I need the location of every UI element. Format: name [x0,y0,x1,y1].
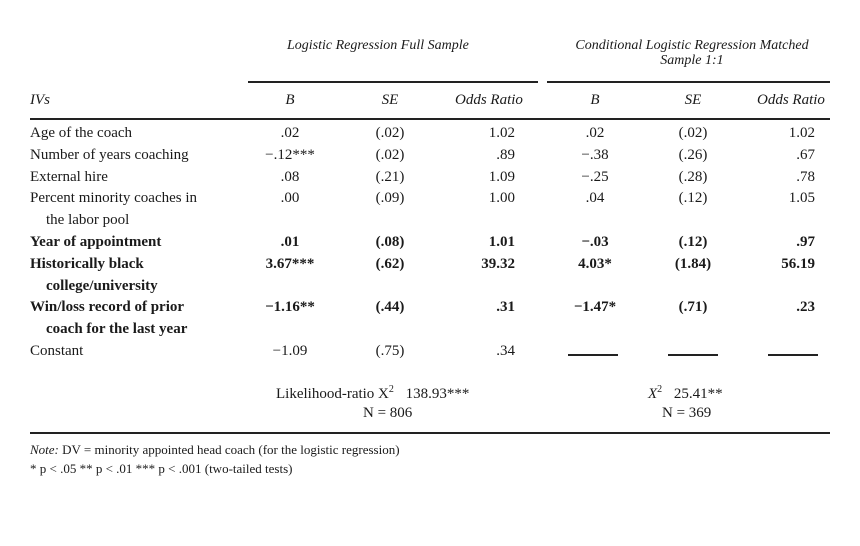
cell-b2: −.38 [581,146,609,163]
cell-b1: .00 [280,190,300,207]
col-header-or2: Odds Ratio [757,92,825,108]
row-label: Constant [30,343,84,359]
cell-b2: −1.47* [573,299,617,316]
note-line [30,442,400,458]
cell-or1: 39.32 [481,255,515,272]
cell-se1: (.02) [375,125,405,141]
col-header-se1: SE [381,92,399,108]
empty-cell-dash [768,354,818,356]
col-header-b2: B [590,92,600,108]
row-label: college/university [46,277,158,294]
cell-se1: (.21) [375,168,405,185]
row-label: External hire [30,168,108,185]
empty-cell-dash [668,354,718,356]
cell-or2: .23 [796,299,815,316]
cell-se1: (.09) [375,190,405,207]
cell-se2: (.28) [678,168,708,185]
cell-or1: 1.02 [488,125,515,141]
cell-b1: .01 [280,234,300,250]
cell-se1: (.62) [375,255,405,272]
col-header-se2: SE [684,92,702,108]
cell-b2: .02 [585,125,605,141]
cell-se1: (.02) [375,146,405,163]
row-label: Percent minority coaches in [30,190,198,207]
cell-se1: (.08) [375,234,405,250]
cell-or1: .31 [496,299,515,316]
fit-matched [648,384,723,403]
group-header-full: Logistic Regression Full Sample [287,38,469,53]
cell-b1: −1.09 [272,343,308,359]
note-label: Note: [30,442,59,457]
cell-b1: −1.16** [265,299,315,316]
cell-or2: 56.19 [781,255,815,272]
cell-or1: .89 [496,146,515,163]
fit-matched-sup: 2 [657,384,663,395]
row-label: Historically black [30,255,144,272]
cell-or2: .67 [796,146,815,163]
fit-matched-value: 25.41** [673,386,723,402]
fit-full-sup: 2 [388,384,394,395]
cell-or1: .34 [496,343,515,359]
cell-b2: .04 [585,190,605,207]
row-label: coach for the last year [46,321,188,338]
cell-b1: .08 [280,168,300,185]
cell-or1: 1.01 [488,234,515,250]
cell-b1: 3.67*** [265,255,315,272]
cell-se2: (.12) [678,234,708,250]
cell-b2: −.25 [581,168,609,185]
cell-or2: 1.05 [788,190,815,207]
cell-se2: (1.84) [674,255,712,272]
cell-b1: .02 [280,125,300,141]
fit-full-n: N = 806 [363,405,413,421]
group-header-matched-line2: Sample 1:1 [660,53,724,68]
row-label: Year of appointment [30,234,162,250]
cell-se2: (.71) [678,299,708,316]
fit-matched-label: X [648,386,658,402]
cell-se2: (.12) [678,190,708,207]
group-header-matched [552,38,832,69]
group-rule-full [248,81,538,83]
row-label: the labor pool [46,212,130,229]
cell-se2: (.02) [678,125,708,141]
cell-or2: 1.02 [788,125,815,141]
cell-or2: .78 [796,168,815,185]
cell-or1: 1.00 [488,190,515,207]
group-header-matched-line1: Conditional Logistic Regression Matched [575,38,809,53]
col-header-or1: Odds Ratio [455,92,523,108]
significance-note: * p < .05 ** p < .01 *** p < .001 (two-tailed tests) [30,461,293,476]
cell-b2: 4.03* [578,255,612,272]
fit-full-label: Likelihood-ratio X [276,386,389,402]
fit-full-value: 138.93*** [405,386,470,402]
col-header-b1: B [285,92,295,108]
cell-se1: (.75) [375,343,405,359]
header-rule [30,118,830,120]
col-header-ivs: IVs [30,92,50,108]
note-text: DV = minority appointed head coach (for the logistic regression) [58,442,400,457]
cell-se1: (.44) [375,299,405,316]
row-label: Win/loss record of prior [30,299,185,316]
cell-b2: −.03 [581,234,609,250]
cell-or1: 1.09 [488,168,515,185]
cell-se2: (.26) [678,146,708,163]
cell-or2: .97 [796,234,815,250]
empty-cell-dash [568,354,618,356]
fit-matched-n: N = 369 [662,405,712,421]
row-label: Age of the coach [30,125,133,141]
group-rule-matched [547,81,830,83]
fit-full [276,384,469,403]
bottom-rule [30,432,830,434]
row-label: Number of years coaching [30,146,189,163]
cell-b1: −.12*** [265,146,315,163]
